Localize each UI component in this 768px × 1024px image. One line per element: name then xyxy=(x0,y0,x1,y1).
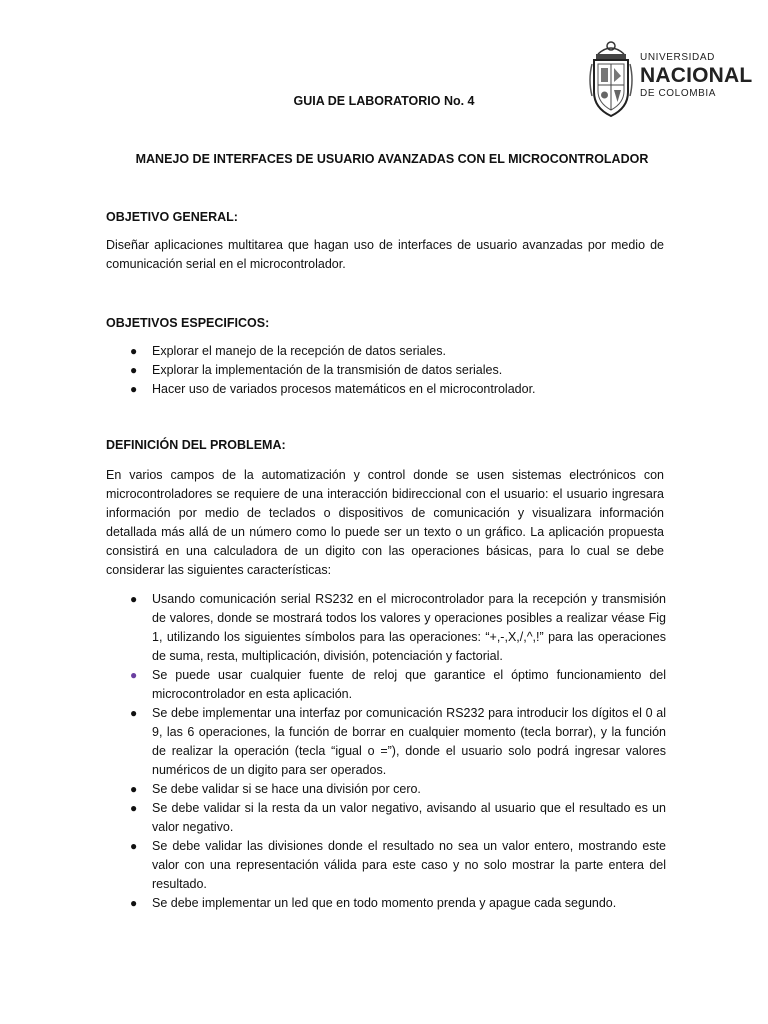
bullet-icon: ● xyxy=(130,782,138,796)
list-item xyxy=(106,704,666,780)
problem-requirements-list xyxy=(106,590,666,913)
list-item-text: Se puede usar cualquier fuente de reloj que garantice el óptimo funcionamiento del microcontrolador en esta aplicación. xyxy=(152,668,666,701)
list-item xyxy=(106,361,666,380)
list-item xyxy=(106,894,666,913)
document-subtitle: MANEJO DE INTERFACES DE USUARIO AVANZADAS CON EL MICROCONTROLADOR xyxy=(135,152,649,166)
general-objective-heading: OBJETIVO GENERAL: xyxy=(106,210,238,224)
general-objective-text: Diseñar aplicaciones multitarea que hagan uso de interfaces de usuario avanzadas por medio de comunicación serial en el microcontrolador. xyxy=(106,238,664,271)
list-item xyxy=(106,590,666,666)
bullet-icon: ● xyxy=(130,668,138,682)
list-item-text: Usando comunicación serial RS232 en el microcontrolador para la recepción y transmisión de valores, donde se mostrará todos los valores y operaciones posibles a realizar véase Fig 1, utilizando los siguientes símbolos para las operaciones: “+,-,X,/,^,!” para las operaciones de suma, resta, multiplicación, división, potenciación y factorial. xyxy=(152,592,666,663)
bullet-icon: ● xyxy=(130,382,138,396)
logo-line-3: DE COLOMBIA xyxy=(640,88,717,99)
list-item xyxy=(106,780,666,799)
bullet-icon: ● xyxy=(130,592,138,606)
document-title: GUIA DE LABORATORIO No. 4 xyxy=(293,94,475,108)
bullet-icon: ● xyxy=(130,706,138,720)
list-item-text: Se debe validar las divisiones donde el resultado no sea un valor entero, mostrando este valor con una representación válida para este caso y no solo mostrar la parte entera del resultado. xyxy=(152,839,666,891)
bullet-icon: ● xyxy=(130,839,138,853)
list-item-text: Se debe implementar un led que en todo momento prenda y apague cada segundo. xyxy=(152,896,617,910)
list-item-text: Hacer uso de variados procesos matemáticos en el microcontrolador. xyxy=(152,382,536,396)
specific-objectives-heading: OBJETIVOS ESPECIFICOS: xyxy=(106,316,270,330)
problem-heading: DEFINICIÓN DEL PROBLEMA: xyxy=(106,438,286,452)
list-item-text: Explorar el manejo de la recepción de datos seriales. xyxy=(152,344,446,358)
bullet-icon: ● xyxy=(130,363,138,377)
list-item xyxy=(106,380,666,399)
specific-objectives-list xyxy=(106,342,666,399)
logo-line-1: UNIVERSIDAD xyxy=(640,52,715,63)
logo-line-2: NACIONAL xyxy=(640,64,753,87)
bullet-icon: ● xyxy=(130,801,138,815)
problem-text: En varios campos de la automatización y control donde se usen sistemas electrónicos con microcontroladores se requiere de una interacción bidireccional con el usuario: el usuario ingresara información por medio de teclados o dispositivos de comunicación y visualizara información detallada más allá de un número como lo puede ser un texto o un gráfico. La aplicación propuesta consistirá en una calculadora de un digito con las operaciones básicas, para lo cual se debe considerar las siguientes características: xyxy=(106,468,664,577)
list-item-text: Se debe validar si se hace una división por cero. xyxy=(152,782,421,796)
list-item xyxy=(106,837,666,894)
bullet-icon: ● xyxy=(130,896,138,910)
list-item-text: Se debe implementar una interfaz por comunicación RS232 para introducir los dígitos el 0 al 9, las 6 operaciones, la función de borrar en cualquier momento (tecla borrar), y la función de realizar la operación (tecla “igual o =”), donde el usuario solo podrá ingresar valores numéricos de un digito para ser operados. xyxy=(152,706,666,777)
bullet-icon: ● xyxy=(130,344,138,358)
list-item xyxy=(106,799,666,837)
list-item xyxy=(106,342,666,361)
list-item xyxy=(106,666,666,704)
list-item-text: Se debe validar si la resta da un valor negativo, avisando al usuario que el resultado es un valor negativo. xyxy=(152,801,666,834)
list-item-text: Explorar la implementación de la transmisión de datos seriales. xyxy=(152,363,503,377)
